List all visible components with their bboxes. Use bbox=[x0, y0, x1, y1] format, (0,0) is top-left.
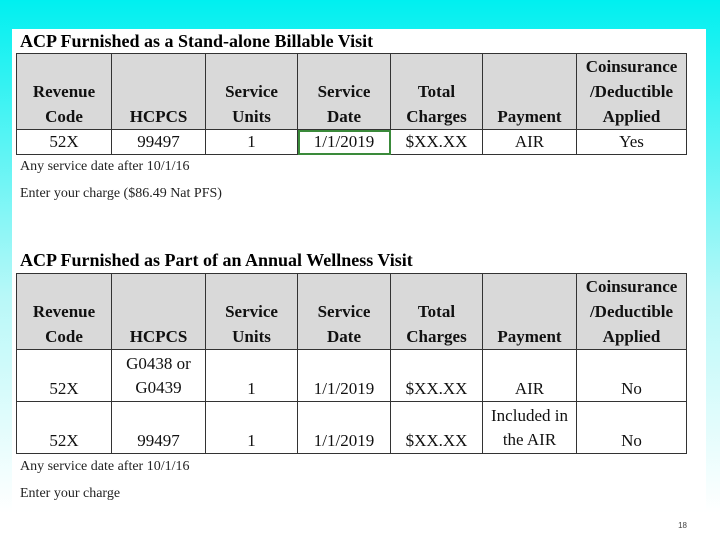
standalone-visit-table bbox=[16, 53, 687, 155]
cell-revenue-code: 52X bbox=[17, 130, 112, 155]
cell-payment: AIR bbox=[483, 350, 577, 402]
header-service-units: Service Units bbox=[206, 54, 298, 130]
header-payment: Payment bbox=[483, 274, 577, 350]
header-service-units: Service Units bbox=[206, 274, 298, 350]
section1-note-charge: Enter your charge ($86.49 Nat PFS) bbox=[20, 186, 222, 201]
header-service-date: Service Date bbox=[298, 274, 391, 350]
header-service-date: Service Date bbox=[298, 54, 391, 130]
cell-service-units: 1 bbox=[206, 130, 298, 155]
cell-revenue-code: 52X bbox=[17, 350, 112, 402]
cell-coinsurance: No bbox=[577, 350, 687, 402]
cell-service-date: 1/1/2019 bbox=[298, 350, 391, 402]
table-header-row bbox=[17, 274, 687, 350]
header-total-charges: Total Charges bbox=[391, 274, 483, 350]
header-total-charges: Total Charges bbox=[391, 54, 483, 130]
table-header-row bbox=[17, 54, 687, 130]
page-number: 18 bbox=[678, 521, 687, 530]
cell-coinsurance: Yes bbox=[577, 130, 687, 155]
wellness-visit-table bbox=[16, 273, 687, 454]
cell-total-charges: $XX.XX bbox=[391, 130, 483, 155]
table-row bbox=[17, 402, 687, 454]
section2-note-date: Any service date after 10/1/16 bbox=[20, 459, 190, 474]
header-hcpcs: HCPCS bbox=[112, 54, 206, 130]
cell-service-date: 1/1/2019 bbox=[298, 402, 391, 454]
cell-total-charges: $XX.XX bbox=[391, 350, 483, 402]
section2-title: ACP Furnished as Part of an Annual Wellness Visit bbox=[20, 250, 413, 270]
header-hcpcs: HCPCS bbox=[112, 274, 206, 350]
cell-payment: AIR bbox=[483, 130, 577, 155]
cell-hcpcs: G0438 or G0439 bbox=[112, 350, 206, 402]
section1-note-date: Any service date after 10/1/16 bbox=[20, 159, 190, 174]
header-coinsurance: Coinsurance /Deductible Applied bbox=[577, 274, 687, 350]
section2-note-charge: Enter your charge bbox=[20, 486, 121, 501]
cell-total-charges: $XX.XX bbox=[391, 402, 483, 454]
header-payment: Payment bbox=[483, 54, 577, 130]
cell-revenue-code: 52X bbox=[17, 402, 112, 454]
header-revenue-code: Revenue Code bbox=[17, 54, 112, 130]
table-row bbox=[17, 130, 687, 155]
cell-hcpcs: 99497 bbox=[112, 130, 206, 155]
cell-service-units: 1 bbox=[206, 350, 298, 402]
section1-title: ACP Furnished as a Stand-alone Billable Visit bbox=[20, 31, 374, 51]
cell-service-units: 1 bbox=[206, 402, 298, 454]
cell-hcpcs: 99497 bbox=[112, 402, 206, 454]
slide-panel bbox=[12, 29, 706, 510]
cell-payment: Included in the AIR bbox=[483, 402, 577, 454]
cell-coinsurance: No bbox=[577, 402, 687, 454]
table-row bbox=[17, 350, 687, 402]
header-coinsurance: Coinsurance /Deductible Applied bbox=[577, 54, 687, 130]
header-revenue-code: Revenue Code bbox=[17, 274, 112, 350]
cell-service-date: 1/1/2019 bbox=[298, 130, 391, 155]
